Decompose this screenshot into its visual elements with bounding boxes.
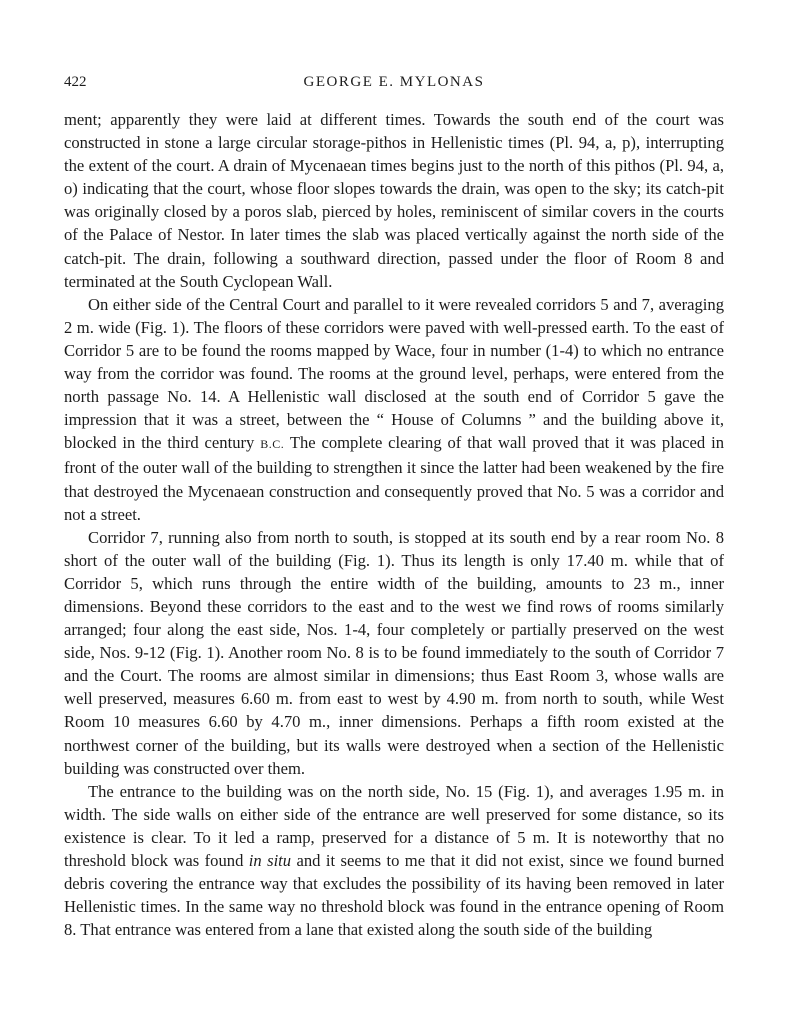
- paragraph-4-part-1: The entrance to the building was on the north side, No. 15 (Fig. 1), and averages 1.95 m. in width. The side walls on either side of the entrance are well preserved for some distance, so its existence is clear. To it led a ramp, preserved for a distance of 5 m. It is noteworthy that no threshold block was found: [64, 781, 724, 870]
- paragraph-1: ment; apparently they were laid at different times. Towards the south end of the court was constructed in stone a large circular storage-pithos in Hellenistic times (Pl. 94, a, p), interrupting the extent of the court. A drain of Mycenaean times begins just to the north of this pithos (Pl. 94, a, o) indicating that the court, whose floor slopes towards the drain, was open to the sky; its catch-pit was originally closed by a poros slab, pierced by holes, reminiscent of similar covers in the courts of the Palace of Nestor. In later times the slab was placed vertically against the north side of the catch-pit. The drain, following a southward direction, passed under the floor of Room 8 and terminated at the South Cyclopean Wall.: [64, 110, 724, 291]
- italic-phrase: in situ: [248, 851, 292, 870]
- era-abbreviation: B.C.: [260, 437, 285, 452]
- paragraph-4-part-2: and it seems to me that it did not exist, since we found burned debris covering the entrance way that excludes the possibility of its having been removed in later Hellenistic times. In the same way no threshold block was found in the entrance opening of Room 8. That entrance was entered from a lane that existed along the south side of the building: [64, 851, 724, 940]
- paragraph-3: Corridor 7, running also from north to south, is stopped at its south end by a rear room No. 8 short of the outer wall of the building (Fig. 1). Thus its length is only 17.40 m. while that of Corridor 5, which runs through the entire width of the building, amounts to 23 m., inner dimensions. Beyond these corridors to the east and to the west we find rows of rooms similarly arranged; four along the east side, Nos. 1-4, four completely or partially preserved on the west side, Nos. 9-12 (Fig. 1). Another room No. 8 is to be found immediately to the south of Corridor 7 and the Court. The rooms are almost similar in dimensions; thus East Room 3, whose walls are well preserved, measures 6.60 m. from east to west by 4.90 m. from north to south, while West Room 10 measures 6.60 by 4.70 m., inner dimensions. Perhaps a fifth room existed at the northwest corner of the building, but its walls were destroyed when a section of the Hellenistic building was constructed over them.: [64, 527, 724, 778]
- body-text: [64, 108, 724, 941]
- paragraph-2-part-1: On either side of the Central Court and parallel to it were revealed corridors 5 and 7, averaging 2 m. wide (Fig. 1). The floors of these corridors were paved with well-pressed earth. To the east of Corridor 5 are to be found the rooms mapped by Wace, four in number (1-4) to which no entrance way from the corridor was found. The rooms at the ground level, perhaps, were entered from the north passage No. 14. A Hellenistic wall disclosed at the south end of Corridor 5 gave the impression that it was a street, between the “ House of Columns ” and the building above it, blocked in the third century: [64, 294, 724, 453]
- paragraph-2-part-2: The complete clearing of that wall proved that it was placed in front of the outer wall of the building to strengthen it since the latter had been weakened by the fire that destroyed the Mycenaean construction and consequently proved that No. 5 was a corridor and not a street.: [64, 433, 724, 524]
- page: [64, 70, 724, 941]
- running-head: GEORGE E. MYLONAS: [303, 74, 485, 90]
- paragraph-2: [64, 293, 724, 526]
- paragraph-4: [64, 780, 724, 942]
- page-number: 422: [64, 74, 87, 90]
- page-header: [64, 70, 724, 94]
